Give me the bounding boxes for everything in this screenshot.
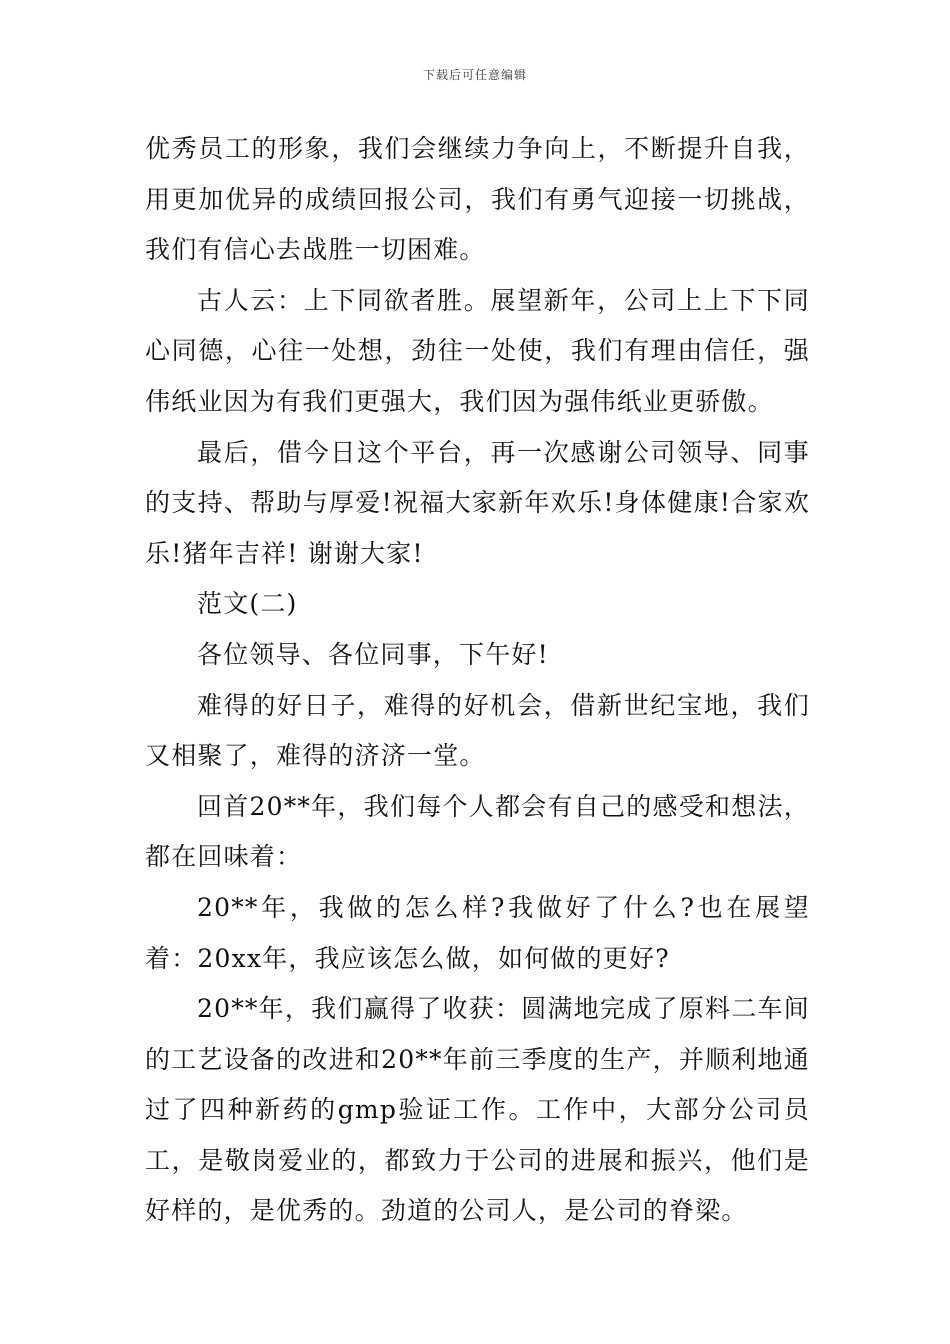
page-header-note: 下载后可任意编辑 bbox=[422, 68, 527, 82]
paragraph-continuation: 优秀员工的形象，我们会继续力争向上，不断提升自我，用更加优异的成绩回报公司，我们有勇气迎接一切挑战，我们有信心去战胜一切困难。 bbox=[145, 134, 810, 265]
document-body bbox=[145, 124, 810, 1237]
paragraph: 20**年，我们赢得了收获：圆满地完成了原料二车间的工艺设备的改进和20**年前三季度的生产，并顺利地通过了四种新药的gmp验证工作。工作中，大部分公司员工，是敬岗爱业的，都致力于公司的进展和振兴，他们是好样的，是优秀的。劲道的公司人，是公司的脊梁。 bbox=[145, 994, 810, 1226]
paragraph: 20**年，我做的怎么样?我做好了什么?也在展望着：20xx年，我应该怎么做，如何做的更好? bbox=[145, 892, 810, 973]
paragraph: 难得的好日子，难得的好机会，借新世纪宝地，我们又相聚了，难得的济济一堂。 bbox=[145, 690, 810, 771]
paragraph: 回首20**年，我们每个人都会有自己的感受和想法，都在回味着： bbox=[145, 791, 810, 872]
paragraph: 古人云：上下同欲者胜。展望新年，公司上上下下同心同德，心往一处想，劲往一处使，我们有理由信任，强伟纸业因为有我们更强大，我们因为强伟纸业更骄傲。 bbox=[145, 285, 810, 416]
greeting: 各位领导、各位同事，下午好! bbox=[197, 639, 549, 669]
section-heading: 范文(二) bbox=[197, 589, 298, 619]
paragraph: 最后，借今日这个平台，再一次感谢公司领导、同事的支持、帮助与厚爱!祝福大家新年欢乐!身体健康!合家欢乐!猪年吉祥! 谢谢大家! bbox=[145, 437, 810, 568]
